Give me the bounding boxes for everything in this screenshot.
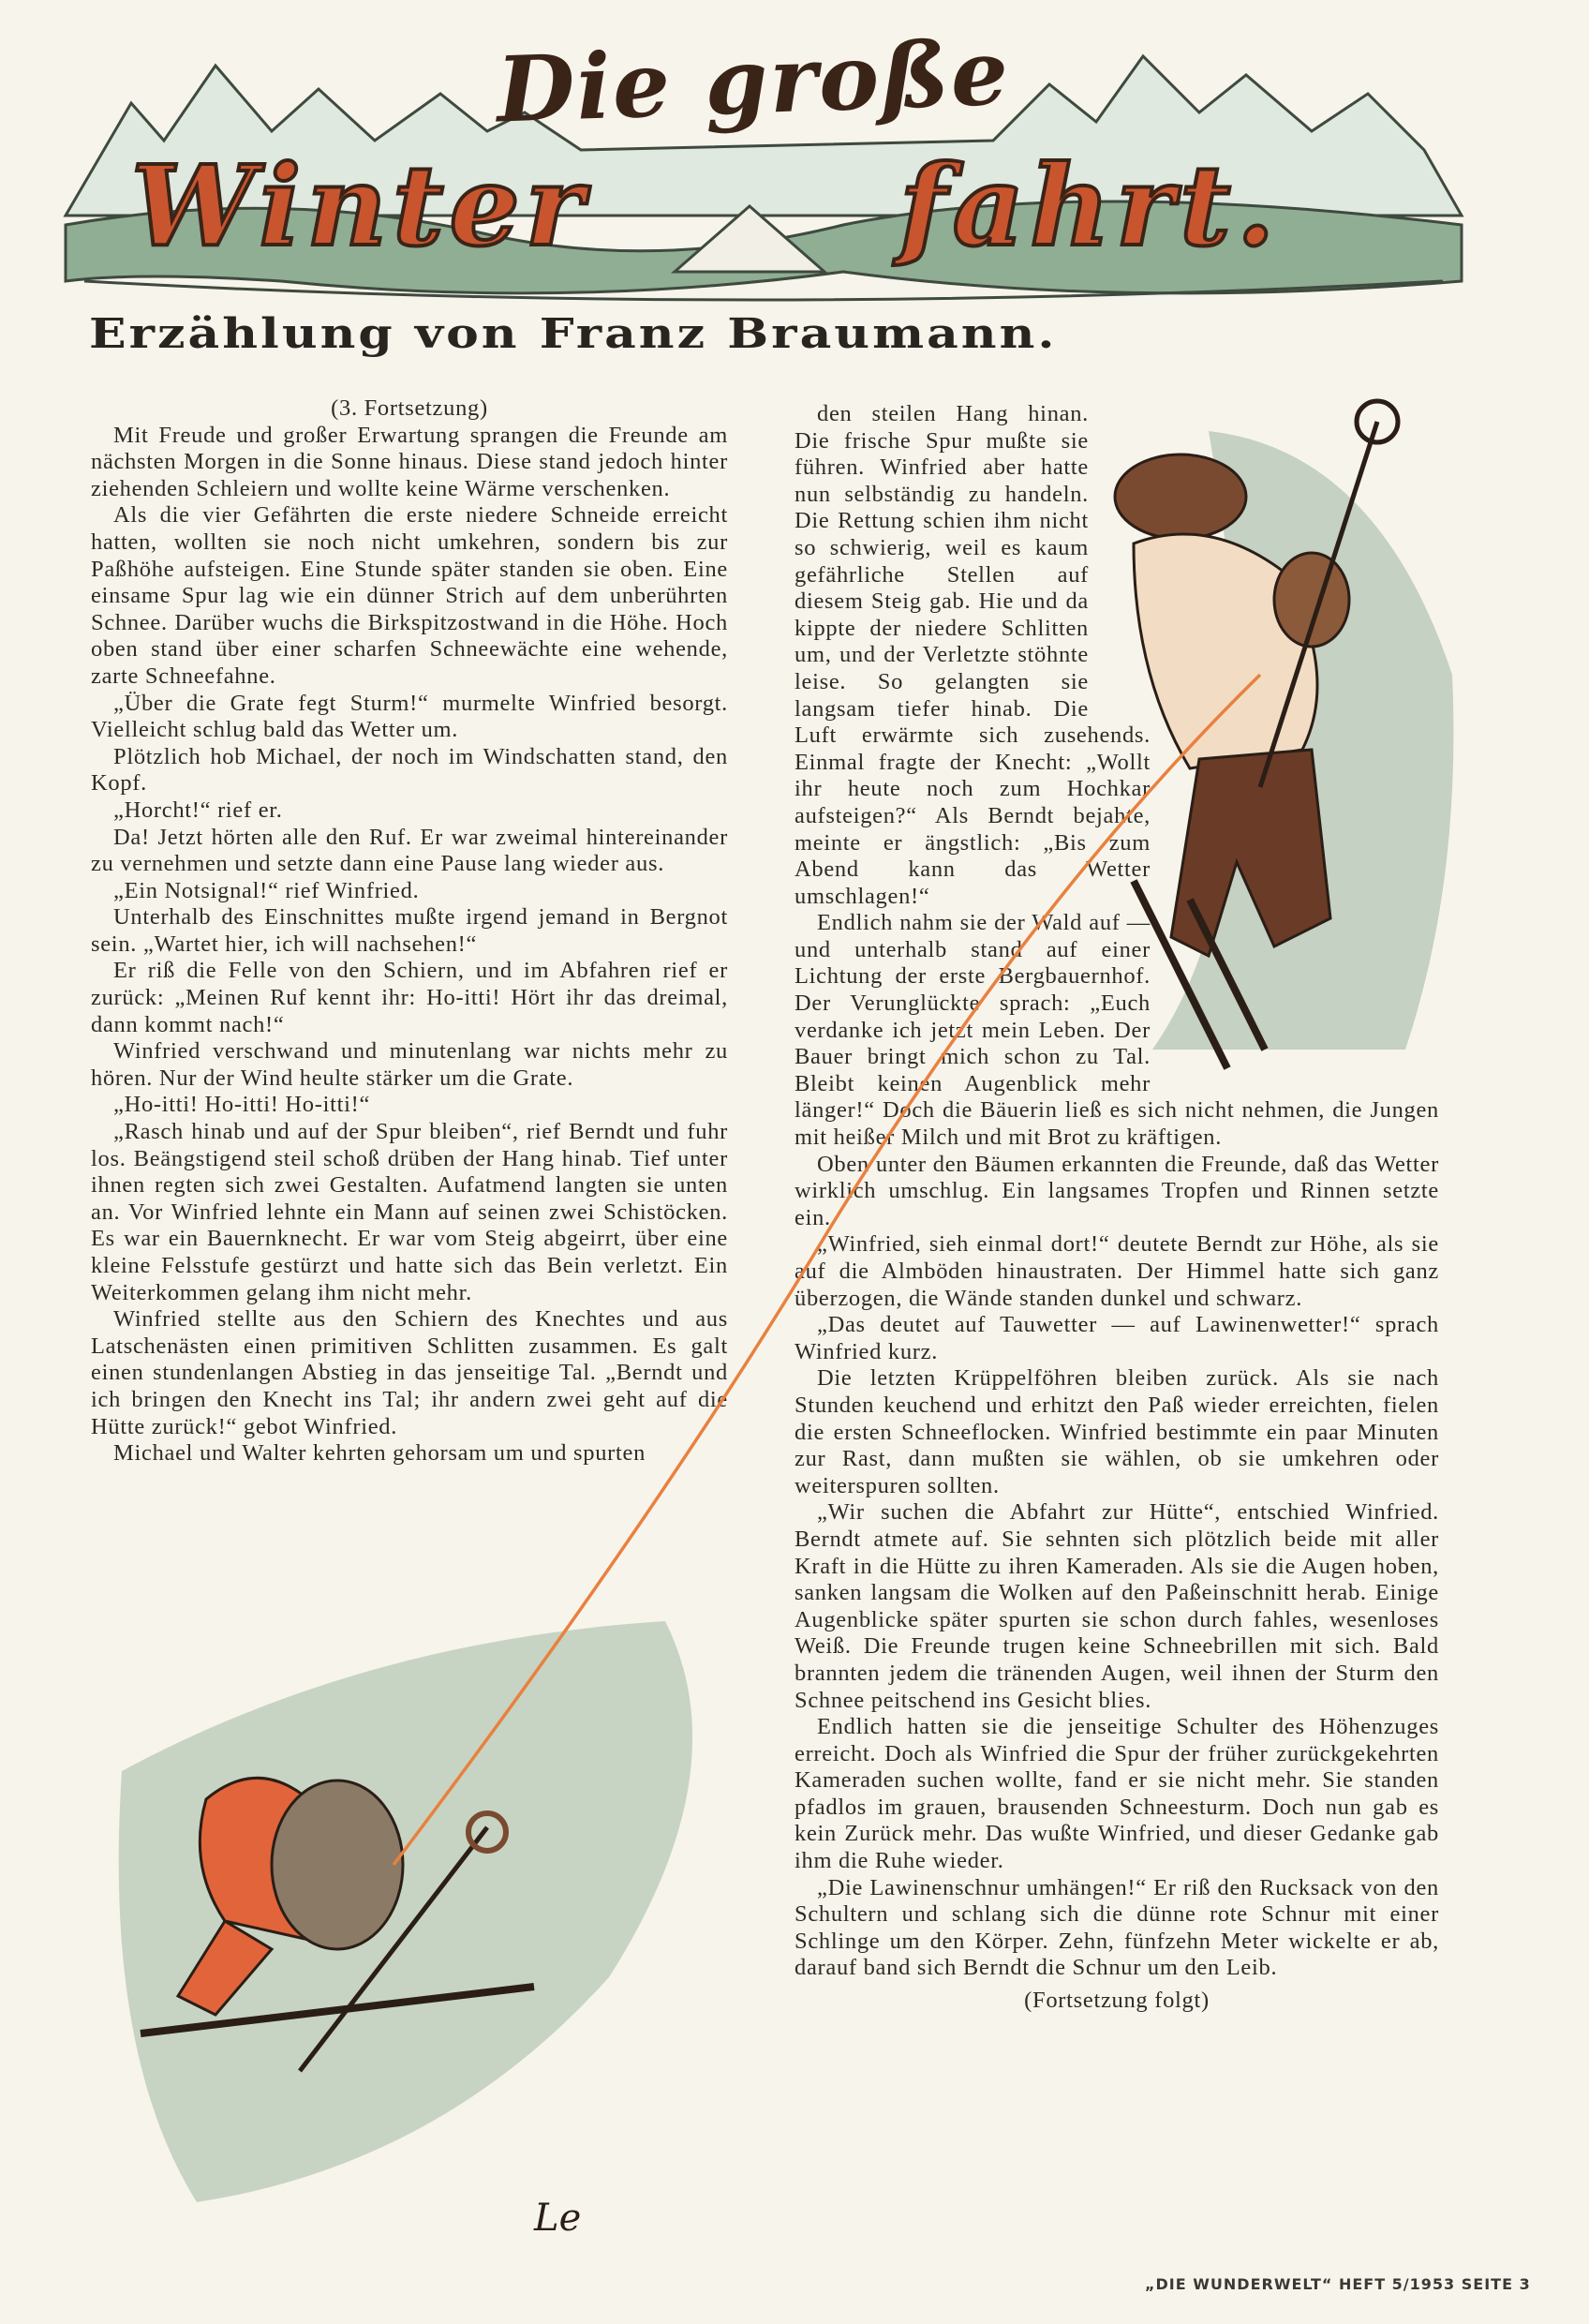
paragraph: Oben unter den Bäumen erkannten die Freunde, daß das Wetter wirklich umschlug. Ein langsames Tropfen und Rinnen setzte ein. [794,1151,1439,1230]
paragraph: Michael und Walter kehrten gehorsam um und spurten [113,1440,646,1467]
skier-illustration-bottom [84,1584,759,2305]
paragraph: Die letzten Krüppelföhren bleiben zurück. Als sie nach Stunden keuchend und erhitzt den Paß wieder erreichten, fielen die ersten Schneeflocken. Winfried bestimmte ein paar Minuten zur Rast, dann mußten sie wählen, ob sie umkehren oder weiterspuren sollten. [794,1365,1439,1498]
title-banner [0,0,1589,394]
paragraph: „Das deutet auf Tauwetter — auf Lawinenwetter!“ sprach Winfried kurz. [794,1312,1439,1364]
article-column-left [91,395,728,1467]
paragraph: „Die Lawinenschnur umhängen!“ Er riß den Rucksack von den Schultern und schlang sich die dünne rote Schnur mit einer Schlinge um den Körper. Zehn, fünfzehn Meter wickelte er ab, darauf band sich Berndt die Schnur um den Leib. [794,1874,1439,1981]
paragraph: „Wir suchen die Abfahrt zur Hütte“, entschied Winfried. Berndt atmete auf. Sie sehnten sich plötzlich beide mit aller Kraft in die Hütte zu ihren Kameraden. Als sie die Augen hoben, sanken langsam die Wolken auf den Paßeinschnitt herab. Einige Augenblicke später spurten sie schon durch fahles, wesenloses Weiß. Die Freunde trugen keine Schneebrillen mit sich. Bald brannten jedem die tränenden Augen, weil ihnen der Sturm den Schnee peitschend ins Gesicht blies. [794,1499,1439,1713]
paragraph: Als die vier Gefährten die erste niedere Schneide erreicht hatten, wollten sie noch nicht umkehren, sondern bis zur Paßhöhe aufsteigen. Eine Stunde später standen sie oben. Eine einsame Spur lag wie ein dünner Strich auf dem unberührten Schnee. Darüber wuchs die Birkspitzostwand in die Höhe. Hoch oben stand über einer scharfen Schneewächte eine wehende, zarte Schneefahne. [91,502,728,689]
paragraph: Da! Jetzt hörten alle den Ruf. Er war zweimal hintereinander zu vernehmen und setzte dann eine Pause lang wieder aus. [91,824,728,877]
paragraph: Winfried stellte aus den Schiern des Knechtes und aus Latschenästen einen primitiven Schlitten zusammen. Es galt einen stundenlangen Abstieg in das jenseitige Tal. „Berndt und ich bringen den Knecht ins Tal; ihr andern zwei geht auf die Hütte zurück!“ gebot Winfried. [91,1306,728,1439]
paragraph: den steilen Hang hinan. Die frische Spur mußte sie führen. Winfried aber hatte nun selbständig zu handeln. Die Rettung schien ihm nicht so schwierig, weil es kaum gefährliche Stellen auf diesem Steig gab. Hie und da kippte der niedere Schlitten um, und der Verletzte stöhnte leise. So gelangten sie langsam tiefer hinab. Die Luft erwärmte sich zusehends. Einmal fragte der Knecht: „Wollt ihr heute noch zum Hochkar aufsteigen?“ Als Berndt bejahte, meinte er ängstlich: „Bis zum Abend kann das Wetter umschlagen!“ [794,401,1151,909]
artist-signature: Le [534,2197,582,2240]
paragraph: Er riß die Felle von den Schiern, und im Abfahren rief er zurück: „Meinen Ruf kennt ihr: Ho-itti! Hört ihr das dreimal, dann kommt nach!“ [91,958,728,1037]
paragraph: Unterhalb des Einschnittes mußte irgend jemand in Bergnot sein. „Wartet hier, ich will nachsehen!“ [91,904,728,957]
article-column-right [794,401,1439,2015]
backpack [272,1780,403,1949]
paragraph: Endlich nahm sie der Wald auf — und unterhalb stand auf einer Lichtung der erste Bergbauernhof. Der Verunglückte sprach: „Euch verdanke ich jetzt mein Leben. Der Bauer bringt mich schon zu Tal. Bleibt keinen Augenblick mehr länger!“ Doch die Bäuerin ließ es sich nicht nehmen, die Jungen mit heißer Milch und mit Brot zu kräftigen. [794,910,1439,1151]
to-be-continued: (Fortsetzung folgt) [1024,1988,1210,2014]
paragraph: „Ein Notsignal!“ rief Winfried. [113,877,420,903]
paragraph: Endlich hatten sie die jenseitige Schulter des Höhenzuges erreicht. Doch als Winfried die Spur der früher zurückgekehrten Kameraden suchen wollte, fand er sie nicht mehr. Sie standen pfadlos im grauen, brausenden Schneesturm. Doch nun gab es kein Zurück mehr. Das wußte Winfried, und dieser Gedanke gab ihm die Ruhe wieder. [794,1714,1439,1874]
paragraph: „Rasch hinab und auf der Spur bleiben“, rief Berndt und fuhr los. Beängstigend steil schoß drüben der Hang hinab. Tief unter ihnen regten sich zwei Gestalten. Aufatmend langten sie unten an. Vor Winfried lehnte ein Mann auf seinen zwei Schistöcken. Es war ein Bauernknecht. Er war vom Steig abgeirrt, über eine kleine Felsstufe gestürzt und hatte sich das Bein verletzt. Ein Weiterkommen gelang ihm nicht mehr. [91,1119,728,1305]
left-paragraphs [91,423,728,1467]
title-word-fahrt: fahrt. [899,141,1281,271]
paragraph: Plötzlich hob Michael, der noch im Windschatten stand, den Kopf. [91,743,728,797]
paragraph: „Über die Grate fegt Sturm!“ murmelte Winfried besorgt. Vielleicht schlug bald das Wetter um. [91,690,728,743]
title-line-1: Die große [495,19,1012,143]
byline: Erzählung von Franz Braumann. [89,309,1058,358]
title-word-winter: Winter [131,141,589,271]
paragraph: Winfried verschwand und minutenlang war nichts mehr zu hören. Nur der Wind heulte stärker um die Grate. [91,1038,728,1091]
paragraph: „Horcht!“ rief er. [113,797,283,823]
page-footer: „DIE WUNDERWELT“ HEFT 5/1953 SEITE 3 [1145,2275,1531,2293]
paragraph: „Ho-itti! Ho-itti! Ho-itti!“ [113,1092,371,1118]
paragraph: „Winfried, sieh einmal dort!“ deutete Berndt zur Höhe, als sie auf die Almböden hinaustraten. Der Himmel hatte sich ganz überzogen, die Wände standen dunkel und schwarz. [794,1231,1439,1311]
paragraph: Mit Freude und großer Erwartung sprangen die Freunde am nächsten Morgen in die Sonne hinaus. Diese stand jedoch hinter ziehenden Schleiern und wollte keine Wärme verschenken. [91,422,728,501]
installment-label: (3. Fortsetzung) [331,395,488,421]
